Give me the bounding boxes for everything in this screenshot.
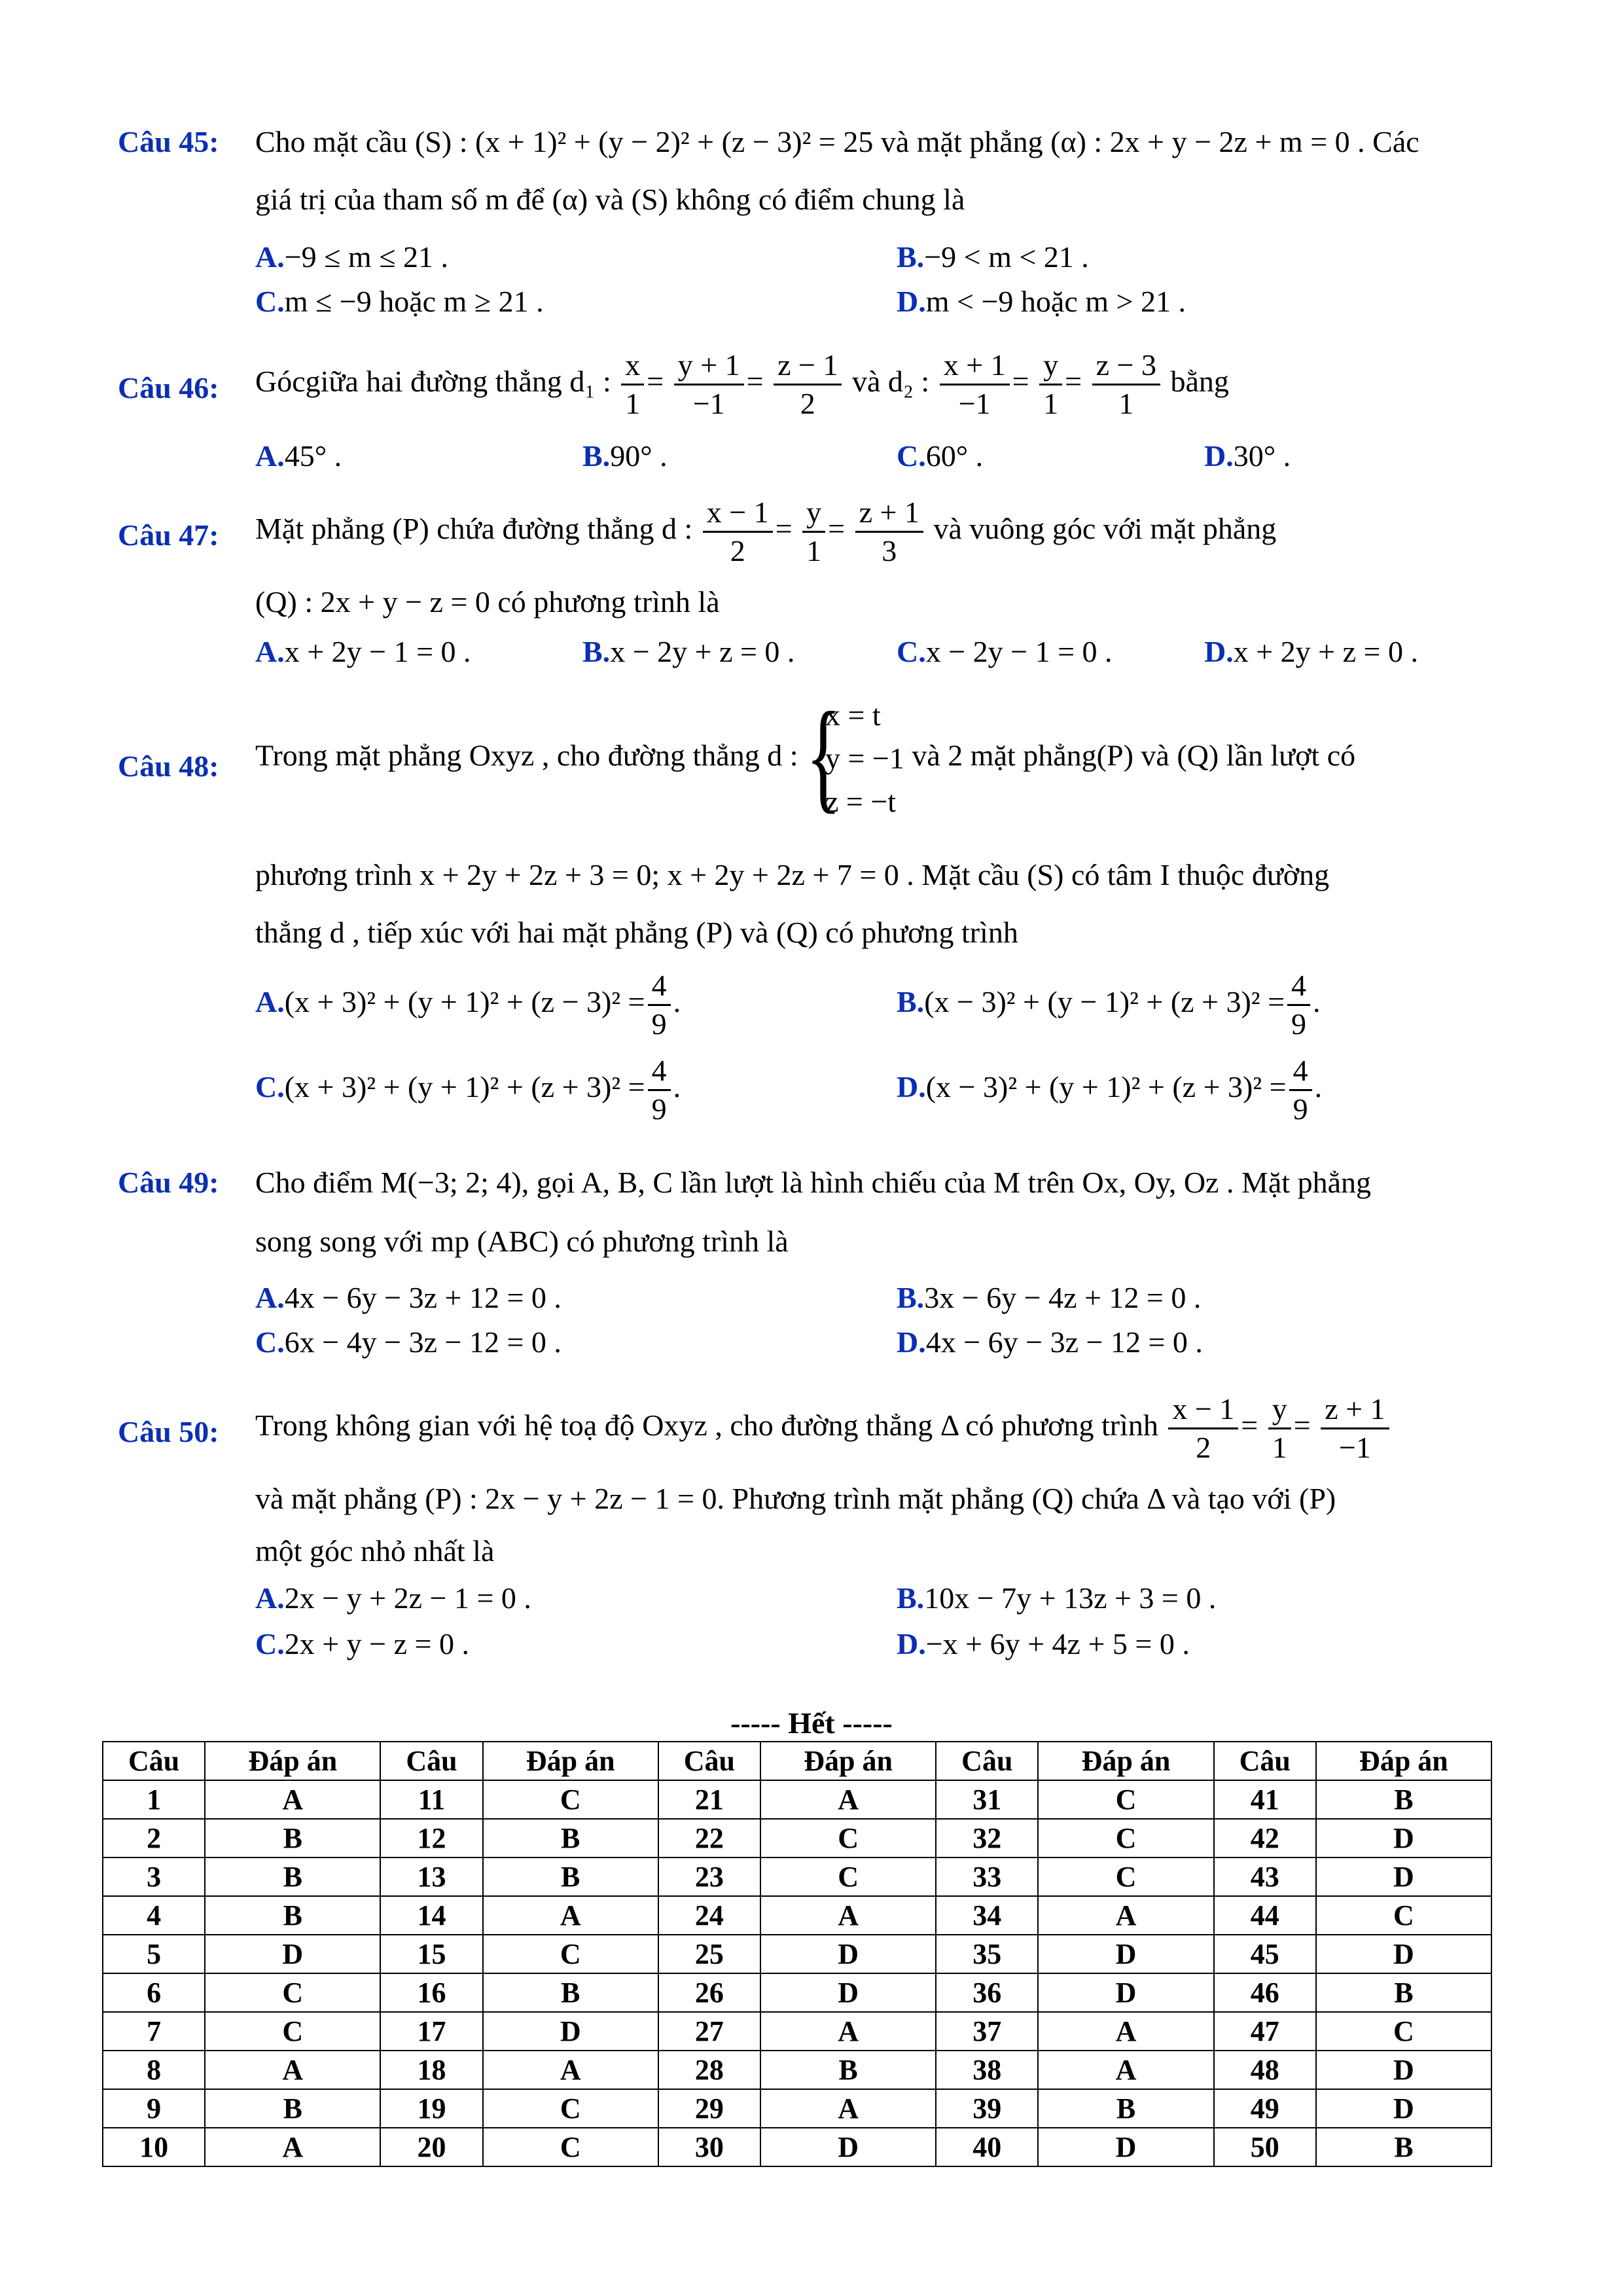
fraction	[674, 347, 744, 422]
answer-cell: D	[760, 1973, 936, 2012]
question-text: Gócgiữa hai đường thẳng d₁ : $\frac{x}{1}$ = $\frac{y + 1}{-1}$ = $\frac{z - 1}{2}$ và d₂ : $\frac{x + 1}{-1}$ = $\frac{y}{1}$ = $\frac{z - 3}{1}$ bằng	[255, 347, 1229, 422]
question-number-cell: 3	[103, 1857, 205, 1896]
question-number-cell: 35	[936, 1935, 1038, 1973]
text: Mặt phẳng (P) chứa đường thẳng	[255, 512, 654, 546]
option-b[interactable]	[897, 1280, 1201, 1315]
question-number-cell: 33	[936, 1857, 1038, 1896]
question-number-cell: 18	[380, 2051, 482, 2089]
question-number-cell: 27	[658, 2012, 760, 2051]
question-number-cell: 49	[1214, 2089, 1316, 2128]
option-b[interactable]: B.(x − 3)² + (y − 1)² + (z + 3)² = $\frac{4}{9}$ .	[897, 967, 1321, 1043]
fraction	[1289, 1052, 1312, 1128]
question-number-cell: 31	[936, 1780, 1038, 1819]
answer-cell: B	[205, 1896, 380, 1935]
question-label: Câu 47:	[118, 518, 219, 552]
fraction	[1287, 967, 1310, 1043]
question-number-cell: 7	[103, 2012, 205, 2051]
text: Trong không gian với hệ toạ độ Oxyz , cho đường thẳng Δ có phương trình	[255, 1408, 1158, 1443]
question-text: Cho mặt cầu (S) : (x + 1)² + (y − 2)² + (z − 3)² = 25 và mặt phẳng (α) : 2x + y − 2z + m = 0 . Các	[255, 125, 1419, 158]
option-letter: B.	[582, 635, 611, 668]
header-cell: Câu	[658, 1742, 760, 1780]
question-text: song song với mp (ABC) có phương trình là	[255, 1225, 789, 1258]
option-letter: D.	[1204, 635, 1234, 668]
option-a[interactable]	[255, 1280, 562, 1315]
text: bằng	[1170, 365, 1229, 399]
fraction	[855, 494, 923, 569]
table-row	[103, 1780, 1491, 1819]
option-text: x + 2y + z = 0 .	[1233, 635, 1418, 668]
question-label: Câu 45:	[118, 125, 219, 158]
option-c[interactable]	[255, 284, 544, 319]
answer-cell: D	[1316, 1819, 1491, 1857]
equation-row: z = −t	[825, 785, 897, 818]
answer-cell: A	[760, 2012, 936, 2051]
answer-cell: D	[760, 1935, 936, 1973]
option-letter: C.	[255, 1627, 285, 1660]
answer-cell: C	[760, 1819, 936, 1857]
question-number-cell: 29	[658, 2089, 760, 2128]
fraction	[1321, 1391, 1389, 1466]
question-number-cell: 46	[1214, 1973, 1316, 2012]
option-letter: D.	[1204, 439, 1234, 473]
answer-cell: C	[1316, 1896, 1491, 1935]
option-text: 60° .	[925, 439, 984, 473]
option-text: 2x − y + 2z − 1 = 0 .	[284, 1581, 531, 1615]
option-text: m ≤ −9 hoặc m ≥ 21 .	[284, 285, 544, 318]
option-d[interactable]	[1204, 439, 1291, 473]
question-text: thẳng d , tiếp xúc với hai mặt phẳng (P) và (Q) có phương trình	[255, 916, 1018, 949]
question-number-cell: 4	[103, 1896, 205, 1935]
question-number-cell: 36	[936, 1973, 1038, 2012]
question-number-cell: 5	[103, 1935, 205, 1973]
question-label: Câu 46:	[118, 371, 219, 404]
numerator: x − 1	[703, 494, 773, 533]
table-row	[103, 2089, 1491, 2128]
text: Gócgiữa hai đường thẳng	[255, 365, 562, 399]
denominator: 2	[1196, 1431, 1211, 1464]
question-number-cell: 38	[936, 2051, 1038, 2089]
numerator: z + 1	[1321, 1391, 1389, 1429]
question-number-cell: 28	[658, 2051, 760, 2089]
numerator: y	[1039, 347, 1062, 386]
denominator: −1	[958, 387, 991, 420]
question-text: Trong không gian với hệ toạ độ Oxyz , cho đường thẳng Δ có phương trình $\frac{x - 1}{2}$ = $\frac{y}{1}$ = $\frac{z + 1}{-1}$	[255, 1391, 1392, 1466]
option-text: x + 2y − 1 = 0 .	[284, 635, 471, 668]
question-number-cell: 16	[380, 1973, 482, 2012]
option-d[interactable]	[897, 1325, 1203, 1359]
option-text: 10x − 7y + 13z + 3 = 0 .	[924, 1581, 1217, 1615]
question-number-cell: 39	[936, 2089, 1038, 2128]
answer-cell: D	[483, 2012, 658, 2051]
answer-cell: B	[483, 1973, 658, 2012]
answer-cell: C	[1038, 1857, 1213, 1896]
option-letter: A.	[255, 240, 285, 274]
numerator: 4	[648, 967, 671, 1006]
question-number-cell: 41	[1214, 1780, 1316, 1819]
option-letter: C.	[255, 285, 285, 318]
question-number-cell: 43	[1214, 1857, 1316, 1896]
option-d[interactable]	[897, 284, 1186, 319]
option-letter: B.	[897, 240, 925, 274]
answer-cell: A	[1038, 1896, 1213, 1935]
question-number-cell: 34	[936, 1896, 1038, 1935]
question-number-cell: 44	[1214, 1896, 1316, 1935]
question-text: giá trị của tham số m để (α) và (S) không có điểm chung là	[255, 183, 965, 216]
option-a[interactable]	[255, 240, 448, 274]
header-cell: Đáp án	[1038, 1742, 1213, 1780]
answer-cell: D	[1038, 1935, 1213, 1973]
answer-cell: C	[1038, 1780, 1213, 1819]
option-text: 4x − 6y − 3z − 12 = 0 .	[925, 1325, 1203, 1359]
answer-cell: A	[1038, 2012, 1213, 2051]
answer-cell: C	[205, 2012, 380, 2051]
option-letter: C.	[255, 1325, 285, 1359]
answer-cell: A	[205, 1780, 380, 1819]
option-text: 30° .	[1233, 439, 1291, 473]
table-row	[103, 2012, 1491, 2051]
line-name: d :	[661, 512, 693, 546]
answer-cell: A	[205, 2128, 380, 2166]
denominator: 1	[806, 534, 822, 567]
option-text: m < −9 hoặc m > 21 .	[925, 285, 1186, 318]
fraction	[648, 967, 671, 1043]
option-text: x − 2y + z = 0 .	[610, 635, 795, 668]
option-a[interactable]	[255, 1581, 531, 1615]
question-number-cell: 23	[658, 1857, 760, 1896]
answer-cell: D	[1316, 2051, 1491, 2089]
question-number-cell: 13	[380, 1857, 482, 1896]
option-a[interactable]: A.(x + 3)² + (y + 1)² + (z − 3)² = $\frac{4}{9}$ .	[255, 967, 681, 1043]
answer-cell: B	[205, 1819, 380, 1857]
denominator: 2	[730, 534, 745, 567]
denominator: 3	[882, 534, 897, 567]
option-letter: B.	[897, 985, 925, 1019]
option-text: −9 < m < 21 .	[924, 240, 1089, 274]
fraction	[621, 347, 644, 422]
answer-cell: D	[1038, 1973, 1213, 2012]
numerator: z − 3	[1092, 347, 1160, 386]
answer-cell: B	[1038, 2089, 1213, 2128]
question-number-cell: 48	[1214, 2051, 1316, 2089]
denominator: 1	[1272, 1431, 1287, 1464]
fraction	[774, 347, 842, 422]
fraction	[648, 1052, 671, 1128]
question-text	[255, 687, 1356, 825]
option-c[interactable]	[255, 1325, 562, 1359]
option-text: (x + 3)² + (y + 1)² + (z − 3)² =	[284, 985, 645, 1019]
option-text: x − 2y − 1 = 0 .	[925, 635, 1113, 668]
denominator: 1	[625, 387, 641, 420]
answer-cell: A	[205, 2051, 380, 2089]
denominator: 9	[1293, 1092, 1308, 1126]
question-number-cell: 42	[1214, 1819, 1316, 1857]
denominator: 1	[1118, 387, 1134, 420]
option-letter: C.	[255, 1070, 285, 1104]
question-number-cell: 12	[380, 1819, 482, 1857]
answer-cell: B	[1316, 2128, 1491, 2166]
question-number-cell: 8	[103, 2051, 205, 2089]
question-number-cell: 40	[936, 2128, 1038, 2166]
fraction	[1039, 347, 1062, 422]
option-letter: C.	[897, 635, 926, 668]
option-b[interactable]	[897, 1581, 1216, 1615]
option-text: (x − 3)² + (y − 1)² + (z + 3)² =	[924, 985, 1285, 1019]
question-number-cell: 45	[1214, 1935, 1316, 1973]
answer-cell: B	[760, 2051, 936, 2089]
answer-cell: A	[760, 1780, 936, 1819]
question-number-cell: 6	[103, 1973, 205, 2012]
answer-cell: A	[483, 2051, 658, 2089]
question-number-cell: 50	[1214, 2128, 1316, 2166]
answer-cell: D	[205, 1935, 380, 1973]
question-number-cell: 24	[658, 1896, 760, 1935]
answer-cell: A	[483, 1896, 658, 1935]
answer-cell: B	[205, 2089, 380, 2128]
text: và	[851, 365, 881, 399]
option-letter: C.	[897, 439, 926, 473]
option-d[interactable]	[897, 1626, 1190, 1661]
header-cell: Đáp án	[760, 1742, 936, 1780]
option-letter: B.	[897, 1581, 925, 1615]
question-number-cell: 37	[936, 2012, 1038, 2051]
header-cell: Đáp án	[483, 1742, 658, 1780]
denominator: 9	[651, 1007, 667, 1041]
option-letter: A.	[255, 1281, 285, 1314]
answer-cell: C	[205, 1973, 380, 2012]
answer-cell: D	[1316, 1857, 1491, 1896]
numerator: y	[802, 494, 825, 533]
denominator: 2	[800, 387, 815, 420]
table-row	[103, 1973, 1491, 2012]
option-d[interactable]	[1204, 634, 1418, 669]
header-cell: Câu	[380, 1742, 482, 1780]
answer-cell: D	[1316, 2089, 1491, 2128]
option-letter: A.	[255, 635, 285, 668]
table-row	[103, 1819, 1491, 1857]
answer-cell: C	[483, 2128, 658, 2166]
header-cell: Câu	[103, 1742, 205, 1780]
question-number-cell: 1	[103, 1780, 205, 1819]
header-cell: Đáp án	[1316, 1742, 1491, 1780]
answer-cell: C	[760, 1857, 936, 1896]
answer-cell: D	[1316, 1935, 1491, 1973]
question-number-cell: 32	[936, 1819, 1038, 1857]
numerator: y + 1	[674, 347, 744, 386]
answer-cell: C	[483, 1780, 658, 1819]
option-letter: B.	[582, 439, 611, 473]
end-marker: ----- Hết -----	[730, 1706, 893, 1740]
header-cell: Câu	[1214, 1742, 1316, 1780]
option-letter: D.	[897, 1070, 926, 1104]
equation-row: y = −1	[825, 742, 904, 775]
option-text: 4x − 6y − 3z + 12 = 0 .	[284, 1281, 562, 1314]
question-number-cell: 10	[103, 2128, 205, 2166]
numerator: x + 1	[940, 347, 1010, 386]
question-label: Câu 50:	[118, 1415, 219, 1448]
option-letter: D.	[897, 285, 926, 318]
question-text: Cho điểm M(−3; 2; 4), gọi A, B, C lần lượt là hình chiếu của M trên Ox, Oy, Oz . Mặt phẳng	[255, 1166, 1371, 1199]
table-row	[103, 1857, 1491, 1896]
option-text: (x − 3)² + (y + 1)² + (z + 3)² =	[925, 1070, 1287, 1104]
question-number-cell: 9	[103, 2089, 205, 2128]
fraction	[1268, 1391, 1291, 1466]
answer-cell: A	[760, 1896, 936, 1935]
question-number-cell: 11	[380, 1780, 482, 1819]
option-d[interactable]: D.(x − 3)² + (y + 1)² + (z + 3)² = $\frac{4}{9}$ .	[897, 1052, 1322, 1128]
question-text: Mặt phẳng (P) chứa đường thẳng d : $\frac{x - 1}{2}$ = $\frac{y}{1}$ = $\frac{z + 1}{3}$ và vuông góc với mặt phẳng	[255, 494, 1276, 569]
question-number-cell: 17	[380, 2012, 482, 2051]
option-a[interactable]	[255, 439, 342, 473]
question-number-cell: 20	[380, 2128, 482, 2166]
option-text: 3x − 6y − 4z + 12 = 0 .	[924, 1281, 1202, 1314]
option-letter: A.	[255, 439, 285, 473]
answer-cell: B	[483, 1857, 658, 1896]
answer-cell: A	[1038, 2051, 1213, 2089]
line-name: d₂ :	[887, 365, 930, 399]
equation-system	[805, 687, 904, 825]
answer-cell: C	[1038, 1819, 1213, 1857]
option-letter: D.	[897, 1325, 926, 1359]
option-c[interactable]: C.(x + 3)² + (y + 1)² + (z + 3)² = $\frac{4}{9}$ .	[255, 1052, 681, 1128]
option-text: 2x + y − z = 0 .	[284, 1627, 469, 1660]
fraction	[802, 494, 825, 569]
question-number-cell: 26	[658, 1973, 760, 2012]
answer-table-header	[103, 1742, 1491, 1780]
table-row	[103, 1935, 1491, 1973]
table-row	[103, 2051, 1491, 2089]
option-a[interactable]	[255, 634, 471, 669]
question-number-cell: 21	[658, 1780, 760, 1819]
denominator: 9	[1291, 1007, 1307, 1041]
option-text: 45° .	[284, 439, 342, 473]
answer-cell: C	[1316, 2012, 1491, 2051]
question-text: một góc nhỏ nhất là	[255, 1534, 495, 1568]
question-number-cell: 30	[658, 2128, 760, 2166]
numerator: z − 1	[774, 347, 842, 386]
question-label: Câu 49:	[118, 1166, 219, 1199]
answer-cell: D	[760, 2128, 936, 2166]
answer-cell: C	[483, 1935, 658, 1973]
numerator: 4	[1289, 1052, 1312, 1091]
question-number-cell: 2	[103, 1819, 205, 1857]
denominator: 1	[1043, 387, 1059, 420]
option-text: 90° .	[610, 439, 668, 473]
option-text: −9 ≤ m ≤ 21 .	[284, 240, 448, 274]
brace-icon: {	[805, 687, 842, 825]
option-b[interactable]	[582, 439, 668, 473]
fraction	[1168, 1391, 1238, 1466]
option-b[interactable]	[582, 634, 794, 669]
numerator: x	[621, 347, 644, 386]
answer-cell: B	[205, 1857, 380, 1896]
denominator: −1	[692, 387, 725, 420]
option-c[interactable]	[897, 634, 1113, 669]
numerator: y	[1268, 1391, 1291, 1429]
answer-cell: A	[760, 2089, 936, 2128]
option-c[interactable]	[897, 439, 983, 473]
question-number-cell: 22	[658, 1819, 760, 1857]
denominator: −1	[1338, 1431, 1371, 1464]
header-cell: Đáp án	[205, 1742, 380, 1780]
fraction	[1092, 347, 1160, 422]
question-label: Câu 48:	[118, 749, 219, 783]
answer-cell: D	[1038, 2128, 1213, 2166]
option-letter: A.	[255, 985, 285, 1019]
option-text: (x + 3)² + (y + 1)² + (z + 3)² =	[284, 1070, 645, 1104]
numerator: x − 1	[1168, 1391, 1238, 1429]
option-text: 6x − 4y − 3z − 12 = 0 .	[284, 1325, 562, 1359]
text: Trong mặt phẳng Oxyz , cho đường thẳng d :	[255, 738, 798, 772]
answer-cell: B	[1316, 1780, 1491, 1819]
option-b[interactable]	[897, 240, 1089, 274]
numerator: 4	[1287, 967, 1310, 1006]
option-letter: D.	[897, 1627, 926, 1660]
option-c[interactable]	[255, 1626, 469, 1661]
table-row	[103, 1896, 1491, 1935]
table-row	[103, 2128, 1491, 2166]
option-letter: B.	[897, 1281, 925, 1314]
question-number-cell: 19	[380, 2089, 482, 2128]
question-text: (Q) : 2x + y − z = 0 có phương trình là	[255, 585, 720, 619]
text: và vuông góc với mặt phẳng	[933, 512, 1277, 546]
numerator: 4	[648, 1052, 671, 1091]
line-name: d₁ :	[569, 365, 611, 399]
header-cell: Câu	[936, 1742, 1038, 1780]
question-number-cell: 14	[380, 1896, 482, 1935]
question-text: phương trình x + 2y + 2z + 3 = 0; x + 2y + 2z + 7 = 0 . Mặt cầu (S) có tâm I thuộc đường	[255, 858, 1330, 891]
answer-cell: B	[483, 1819, 658, 1857]
numerator: z + 1	[855, 494, 923, 533]
question-number-cell: 15	[380, 1935, 482, 1973]
denominator: 9	[651, 1092, 667, 1126]
option-letter: A.	[255, 1581, 285, 1615]
answer-cell: B	[1316, 1973, 1491, 2012]
question-number-cell: 25	[658, 1935, 760, 1973]
option-text: −x + 6y + 4z + 5 = 0 .	[925, 1627, 1190, 1660]
answer-cell: C	[483, 2089, 658, 2128]
question-text: và mặt phẳng (P) : 2x − y + 2z − 1 = 0. Phương trình mặt phẳng (Q) chứa Δ và tạo với (P)	[255, 1482, 1336, 1515]
fraction	[940, 347, 1010, 422]
fraction	[703, 494, 773, 569]
answer-table	[102, 1741, 1492, 2167]
equation-row: x = t	[825, 698, 881, 732]
question-number-cell: 47	[1214, 2012, 1316, 2051]
text: và 2 mặt phẳng(P) và (Q) lần lượt có	[912, 738, 1356, 772]
